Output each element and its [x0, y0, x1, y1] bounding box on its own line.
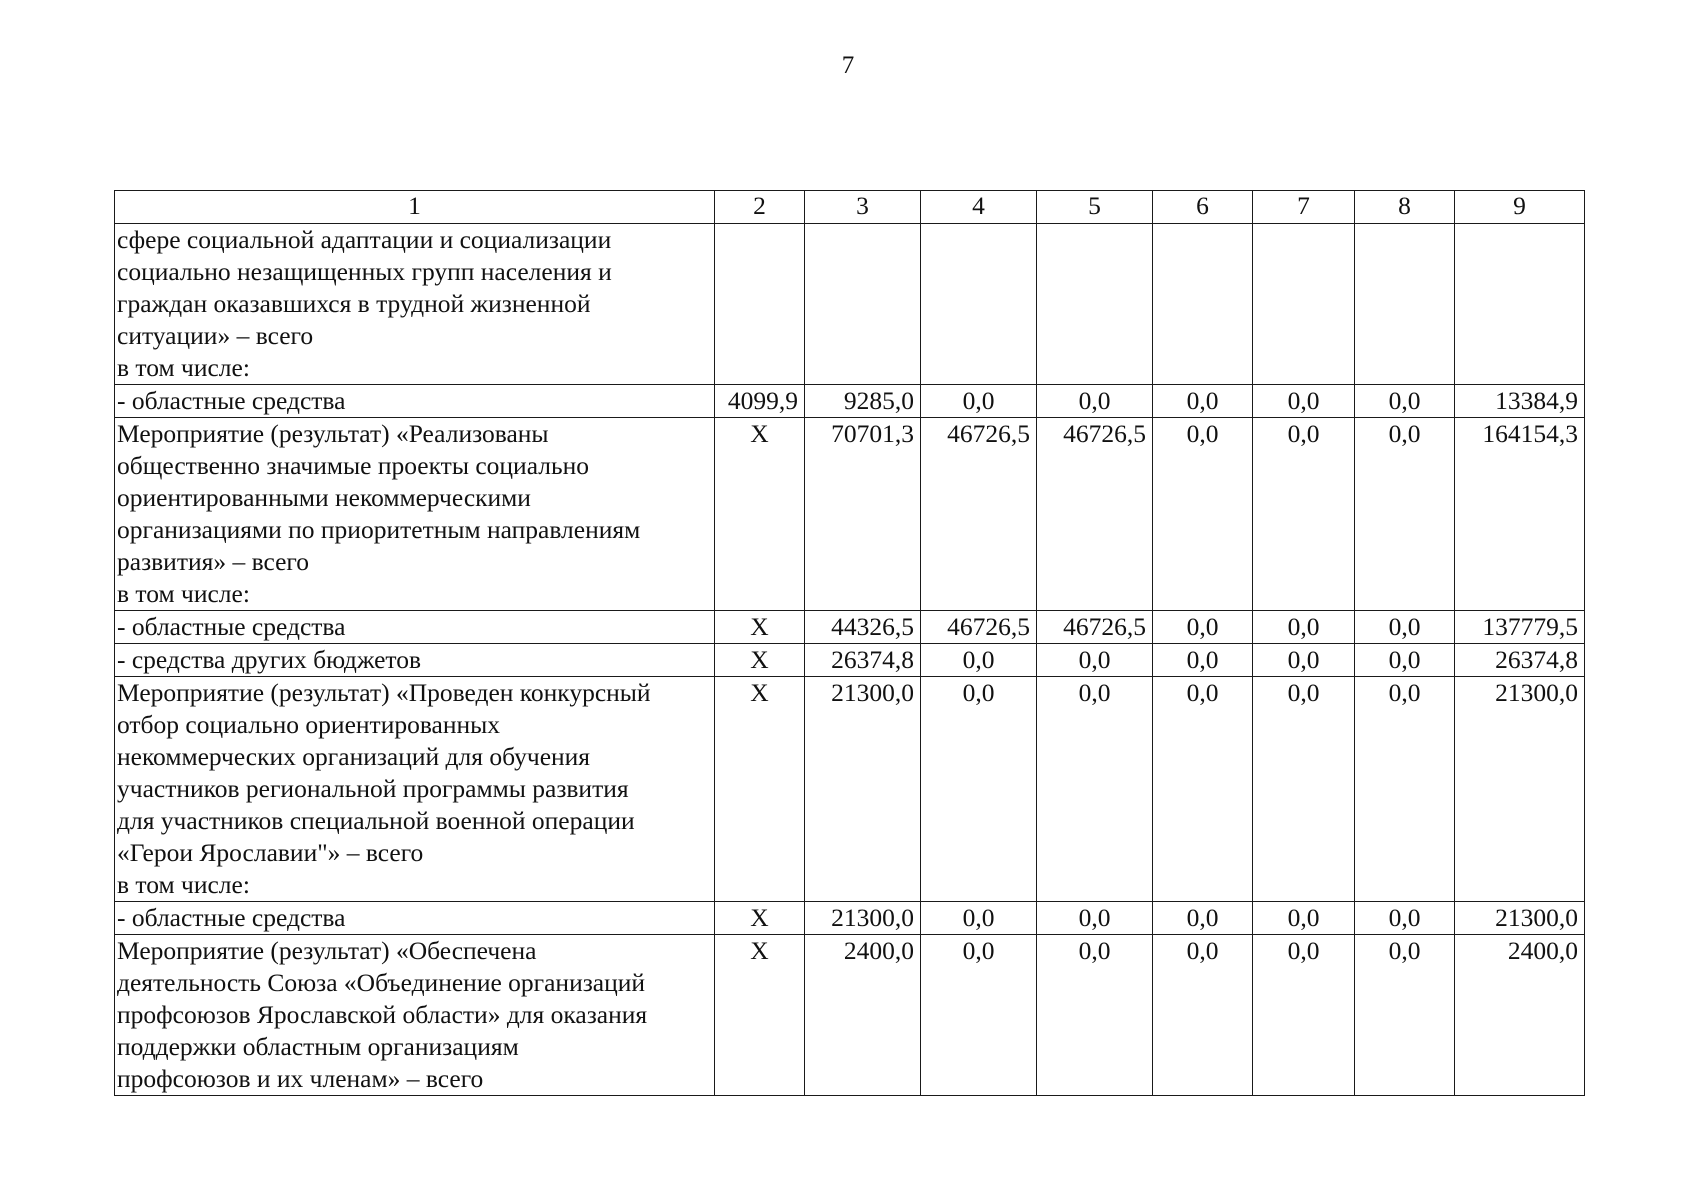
table-cell: 0,0: [1153, 935, 1253, 1096]
table-cell: 70701,3: [805, 418, 921, 611]
budget-table: [114, 190, 1585, 1096]
table-cell: 46726,5: [1037, 418, 1153, 611]
table-cell: X: [715, 644, 805, 677]
description-line: развития» – всего: [117, 547, 310, 576]
table-cell: 0,0: [1037, 677, 1153, 902]
table-cell: 0,0: [1355, 385, 1455, 418]
description-line: в том числе:: [117, 579, 250, 608]
table-cell: 0,0: [1355, 935, 1455, 1096]
table-cell: 0,0: [1153, 611, 1253, 644]
table-cell: 0,0: [1355, 677, 1455, 902]
table-cell: 0,0: [1253, 902, 1355, 935]
table-cell: 46726,5: [1037, 611, 1153, 644]
table-cell: 0,0: [1355, 611, 1455, 644]
table-cell: 164154,3: [1455, 418, 1585, 611]
table-cell: 21300,0: [1455, 677, 1585, 902]
column-header: 3: [805, 191, 921, 224]
table-cell: [1455, 224, 1585, 385]
table-row: [115, 418, 1585, 611]
row-description: [115, 611, 715, 644]
column-header: 5: [1037, 191, 1153, 224]
table-row: [115, 224, 1585, 385]
column-header: 6: [1153, 191, 1253, 224]
table-cell: 0,0: [921, 677, 1037, 902]
table-cell: X: [715, 902, 805, 935]
table-cell: 21300,0: [1455, 902, 1585, 935]
table-cell: 13384,9: [1455, 385, 1585, 418]
table-cell: X: [715, 611, 805, 644]
table-cell: 0,0: [1153, 644, 1253, 677]
table-cell: 0,0: [1355, 644, 1455, 677]
table-cell: 46726,5: [921, 611, 1037, 644]
table-cell: 137779,5: [1455, 611, 1585, 644]
description-line: «Герои Ярославии"» – всего: [117, 838, 424, 867]
table-cell: [805, 224, 921, 385]
table-row: [115, 902, 1585, 935]
table-cell: 0,0: [1037, 902, 1153, 935]
description-line: - областные средства: [117, 386, 346, 415]
table-cell: 0,0: [1253, 611, 1355, 644]
description-line: сфере социальной адаптации и социализации: [117, 225, 612, 254]
table-cell: 0,0: [921, 902, 1037, 935]
description-line: Мероприятие (результат) «Проведен конкурсный: [117, 678, 651, 707]
table-cell: 21300,0: [805, 677, 921, 902]
table-cell: 0,0: [1355, 902, 1455, 935]
description-line: некоммерческих организаций для обучения: [117, 742, 591, 771]
description-line: Мероприятие (результат) «Реализованы: [117, 419, 549, 448]
description-line: отбор социально ориентированных: [117, 710, 501, 739]
table-cell: 4099,9: [715, 385, 805, 418]
description-line: в том числе:: [117, 353, 250, 382]
description-line: ориентированными некоммерческими: [117, 483, 531, 512]
column-header: 1: [115, 191, 715, 224]
table-cell: 0,0: [1253, 935, 1355, 1096]
row-description: [115, 385, 715, 418]
description-line: в том числе:: [117, 870, 250, 899]
table-cell: [715, 224, 805, 385]
table-cell: [1153, 224, 1253, 385]
description-line: - средства других бюджетов: [117, 645, 422, 674]
table-row: [115, 677, 1585, 902]
table-cell: [1037, 224, 1153, 385]
row-description: [115, 902, 715, 935]
table-row: [115, 611, 1585, 644]
row-description: [115, 644, 715, 677]
column-header: 2: [715, 191, 805, 224]
column-header: 9: [1455, 191, 1585, 224]
table-cell: [1355, 224, 1455, 385]
table-cell: 2400,0: [1455, 935, 1585, 1096]
table-cell: 0,0: [1253, 677, 1355, 902]
table-cell: 0,0: [921, 935, 1037, 1096]
page-number: 7: [841, 52, 855, 79]
header-row: [115, 191, 1585, 224]
table-cell: 0,0: [1037, 385, 1153, 418]
table-cell: 0,0: [921, 385, 1037, 418]
table-cell: 26374,8: [1455, 644, 1585, 677]
description-line: деятельность Союза «Объединение организаций: [117, 968, 646, 997]
table-cell: 46726,5: [921, 418, 1037, 611]
row-description: [115, 224, 715, 385]
description-line: социально незащищенных групп населения и: [117, 257, 612, 286]
table-cell: 26374,8: [805, 644, 921, 677]
description-line: - областные средства: [117, 903, 346, 932]
description-line: граждан оказавшихся в трудной жизненной: [117, 289, 591, 318]
description-line: общественно значимые проекты социально: [117, 451, 589, 480]
table-cell: 2400,0: [805, 935, 921, 1096]
table-cell: 0,0: [1037, 935, 1153, 1096]
column-header: 4: [921, 191, 1037, 224]
table-row: [115, 385, 1585, 418]
table-cell: 0,0: [1253, 385, 1355, 418]
column-header: 8: [1355, 191, 1455, 224]
description-line: Мероприятие (результат) «Обеспечена: [117, 936, 537, 965]
table-cell: 0,0: [1153, 677, 1253, 902]
table-cell: 0,0: [1153, 902, 1253, 935]
table-cell: X: [715, 677, 805, 902]
table-cell: 0,0: [921, 644, 1037, 677]
description-line: для участников специальной военной операции: [117, 806, 635, 835]
description-line: ситуации» – всего: [117, 321, 314, 350]
column-header: 7: [1253, 191, 1355, 224]
description-line: участников региональной программы развития: [117, 774, 629, 803]
table-cell: 0,0: [1153, 385, 1253, 418]
table-cell: 0,0: [1253, 644, 1355, 677]
row-description: [115, 677, 715, 902]
table-cell: X: [715, 935, 805, 1096]
table-cell: 0,0: [1153, 418, 1253, 611]
table-row: [115, 935, 1585, 1096]
table-cell: 0,0: [1037, 644, 1153, 677]
description-line: профсоюзов и их членам» – всего: [117, 1064, 484, 1093]
table-cell: 0,0: [1355, 418, 1455, 611]
table-cell: 21300,0: [805, 902, 921, 935]
table-cell: 9285,0: [805, 385, 921, 418]
table-cell: 44326,5: [805, 611, 921, 644]
description-line: профсоюзов Ярославской области» для оказания: [117, 1000, 648, 1029]
table-cell: [921, 224, 1037, 385]
row-description: [115, 935, 715, 1096]
table-cell: [1253, 224, 1355, 385]
description-line: - областные средства: [117, 612, 346, 641]
description-line: поддержки областным организациям: [117, 1032, 519, 1061]
description-line: организациями по приоритетным направлениям: [117, 515, 641, 544]
table-cell: 0,0: [1253, 418, 1355, 611]
table-row: [115, 644, 1585, 677]
table-cell: X: [715, 418, 805, 611]
row-description: [115, 418, 715, 611]
